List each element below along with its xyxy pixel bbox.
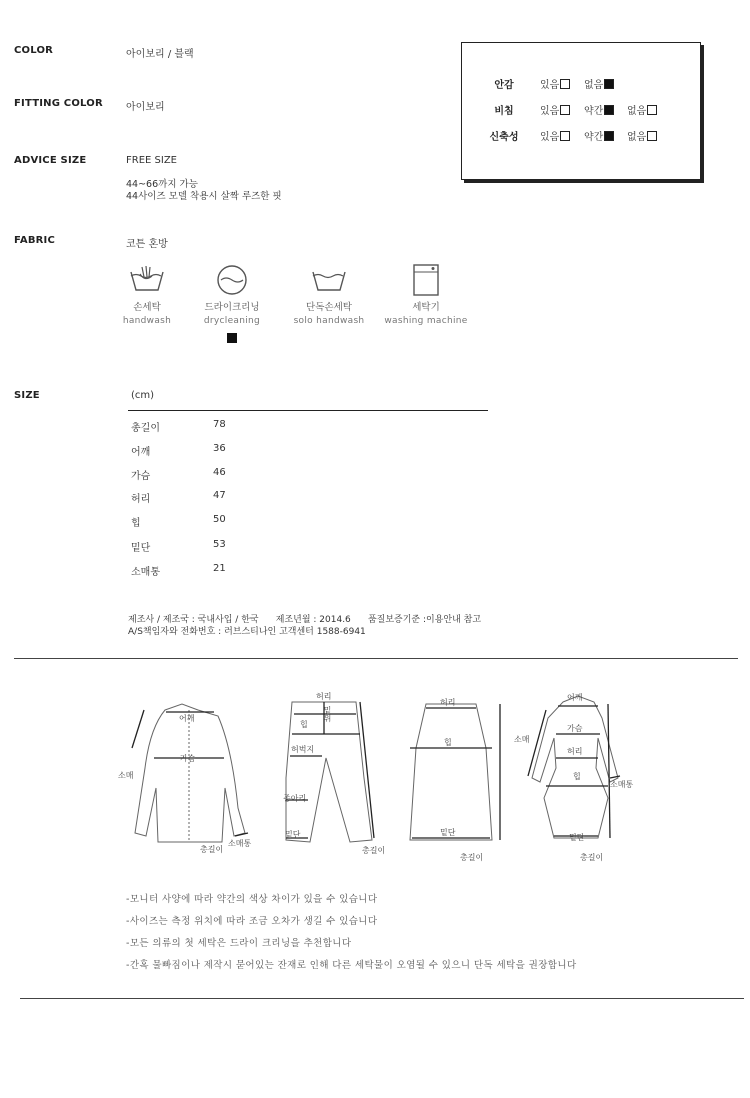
diagram-label: 어깨 <box>179 714 195 723</box>
diagram-label: 힙 <box>300 720 308 729</box>
diagram-label: 소매통 <box>228 839 252 848</box>
advice-size-label: ADVICE SIZE <box>14 155 87 166</box>
property-option: 없음 <box>584 76 614 91</box>
note-item: -사이즈는 측정 위치에 따라 조금 오차가 생길 수 있습니다 <box>126 916 378 927</box>
size-row: 허리 47 <box>131 490 226 505</box>
care-label-kr: 단독손세탁 <box>306 302 352 313</box>
care-label-en: drycleaning <box>203 316 261 326</box>
maker-info-line-2: A/S책임자와 전화번호 : 러브스티나인 고객센터 1588-6941 <box>128 627 366 637</box>
checkbox-icon <box>560 131 570 141</box>
diagram-label: 밑단 <box>285 830 301 839</box>
property-row-sheerness <box>462 102 700 118</box>
color-label: COLOR <box>14 45 54 56</box>
property-name: 비침 <box>494 106 514 117</box>
properties-box <box>461 42 701 180</box>
diagram-label: 어깨 <box>567 693 583 702</box>
maker-info-line-1: 제조사 / 제조국 : 국내사입 / 한국 제조년월 : 2014.6 품질보증기준 :이용안내 참고 <box>128 615 482 625</box>
footer-divider <box>20 998 744 999</box>
checkbox-icon <box>647 131 657 141</box>
drycleaning-icon <box>212 264 252 296</box>
care-label-kr: 손세탁 <box>133 302 161 313</box>
fitting-color-value: 아이보리 <box>126 102 165 113</box>
size-row: 어깨 36 <box>131 443 226 458</box>
checkbox-icon <box>647 105 657 115</box>
diagram-label: 총길이 <box>460 853 484 862</box>
diagram-label: 힙 <box>444 738 452 747</box>
diagram-label: 소매 <box>514 735 530 744</box>
diagram-label: 총길이 <box>362 846 386 855</box>
fitting-color-label: FITTING COLOR <box>14 98 103 109</box>
size-row: 힙 50 <box>131 514 226 529</box>
care-label-kr: 드라이크리닝 <box>204 302 260 313</box>
property-option: 없음 <box>627 102 657 117</box>
diagram-label: 힙 <box>573 772 581 781</box>
size-row: 총길이 78 <box>131 419 226 434</box>
size-row: 소매통 21 <box>131 563 226 578</box>
size-table-divider <box>128 410 488 411</box>
note-item: -모니터 사양에 따라 약간의 색상 차이가 있을 수 있습니다 <box>126 894 378 905</box>
diagram-label: 종아리 <box>283 794 307 803</box>
diagram-label: 가슴 <box>567 724 583 733</box>
diagram-label: 허벅지 <box>291 745 315 754</box>
care-label-en: solo handwash <box>293 316 365 326</box>
advice-size-note-2: 44사이즈 모델 착용시 살짝 루즈한 핏 <box>126 191 282 202</box>
advice-size-note-1: 44~66까지 가능 <box>126 179 198 190</box>
diagram-label: 가슴 <box>180 754 196 763</box>
fabric-label: FABRIC <box>14 235 56 246</box>
property-row-lining <box>462 76 700 92</box>
size-row: 밑단 53 <box>131 539 226 554</box>
advice-size-value: FREE SIZE <box>126 155 177 166</box>
care-label-en: handwash <box>122 316 172 326</box>
property-name: 신축성 <box>489 132 519 143</box>
checkbox-icon <box>560 105 570 115</box>
property-option: 있음 <box>540 102 570 117</box>
care-washing-machine <box>381 264 471 326</box>
property-option: 있음 <box>540 128 570 143</box>
size-row: 가슴 46 <box>131 467 226 482</box>
checkbox-icon <box>560 79 570 89</box>
diagram-label: 총길이 <box>200 845 224 854</box>
section-divider <box>14 658 738 659</box>
checkbox-checked-icon <box>604 105 614 115</box>
dress-outline <box>532 696 618 838</box>
size-label: SIZE <box>14 390 40 401</box>
handwash-icon <box>127 264 167 296</box>
shirt-outline <box>135 704 245 842</box>
size-unit: (cm) <box>131 390 155 401</box>
note-item: -간혹 물빠짐이나 제작시 묻어있는 잔재로 인해 다른 세탁물이 오염될 수 있으니 단독 세탁을 권장합니다 <box>126 960 577 971</box>
color-value: 아이보리 / 블랙 <box>126 49 194 60</box>
skirt-outline <box>410 704 492 840</box>
diagram-label: 허리 <box>316 692 332 701</box>
diagram-label: 밑위 <box>323 706 332 722</box>
care-label-kr: 세탁기 <box>412 302 440 313</box>
diagram-label: 총길이 <box>580 853 604 862</box>
care-label-en: washing machine <box>384 316 468 326</box>
diagram-label: 허리 <box>567 747 583 756</box>
diagram-label: 소매 <box>118 771 134 780</box>
property-name: 안감 <box>494 80 514 91</box>
solo-handwash-icon <box>309 264 349 296</box>
property-option: 약간 <box>584 128 614 143</box>
fabric-value: 코튼 혼방 <box>126 239 168 250</box>
checkbox-checked-icon <box>604 131 614 141</box>
diagram-label: 밑단 <box>569 833 585 842</box>
washing-machine-icon <box>406 264 446 296</box>
care-handwash <box>102 264 192 326</box>
diagram-label: 밑단 <box>440 828 456 837</box>
diagram-label: 허리 <box>440 698 456 707</box>
property-option: 약간 <box>584 102 614 117</box>
checkbox-checked-icon <box>604 79 614 89</box>
note-item: -모든 의류의 첫 세탁은 드라이 크리닝을 추천합니다 <box>126 938 352 949</box>
diagram-label: 소매통 <box>610 780 634 789</box>
care-solo-handwash <box>284 264 374 326</box>
care-selected-marker <box>227 333 237 343</box>
property-row-stretch <box>462 128 700 144</box>
pants-outline <box>286 702 372 842</box>
property-option: 있음 <box>540 76 570 91</box>
property-option: 없음 <box>627 128 657 143</box>
care-drycleaning <box>187 264 277 343</box>
